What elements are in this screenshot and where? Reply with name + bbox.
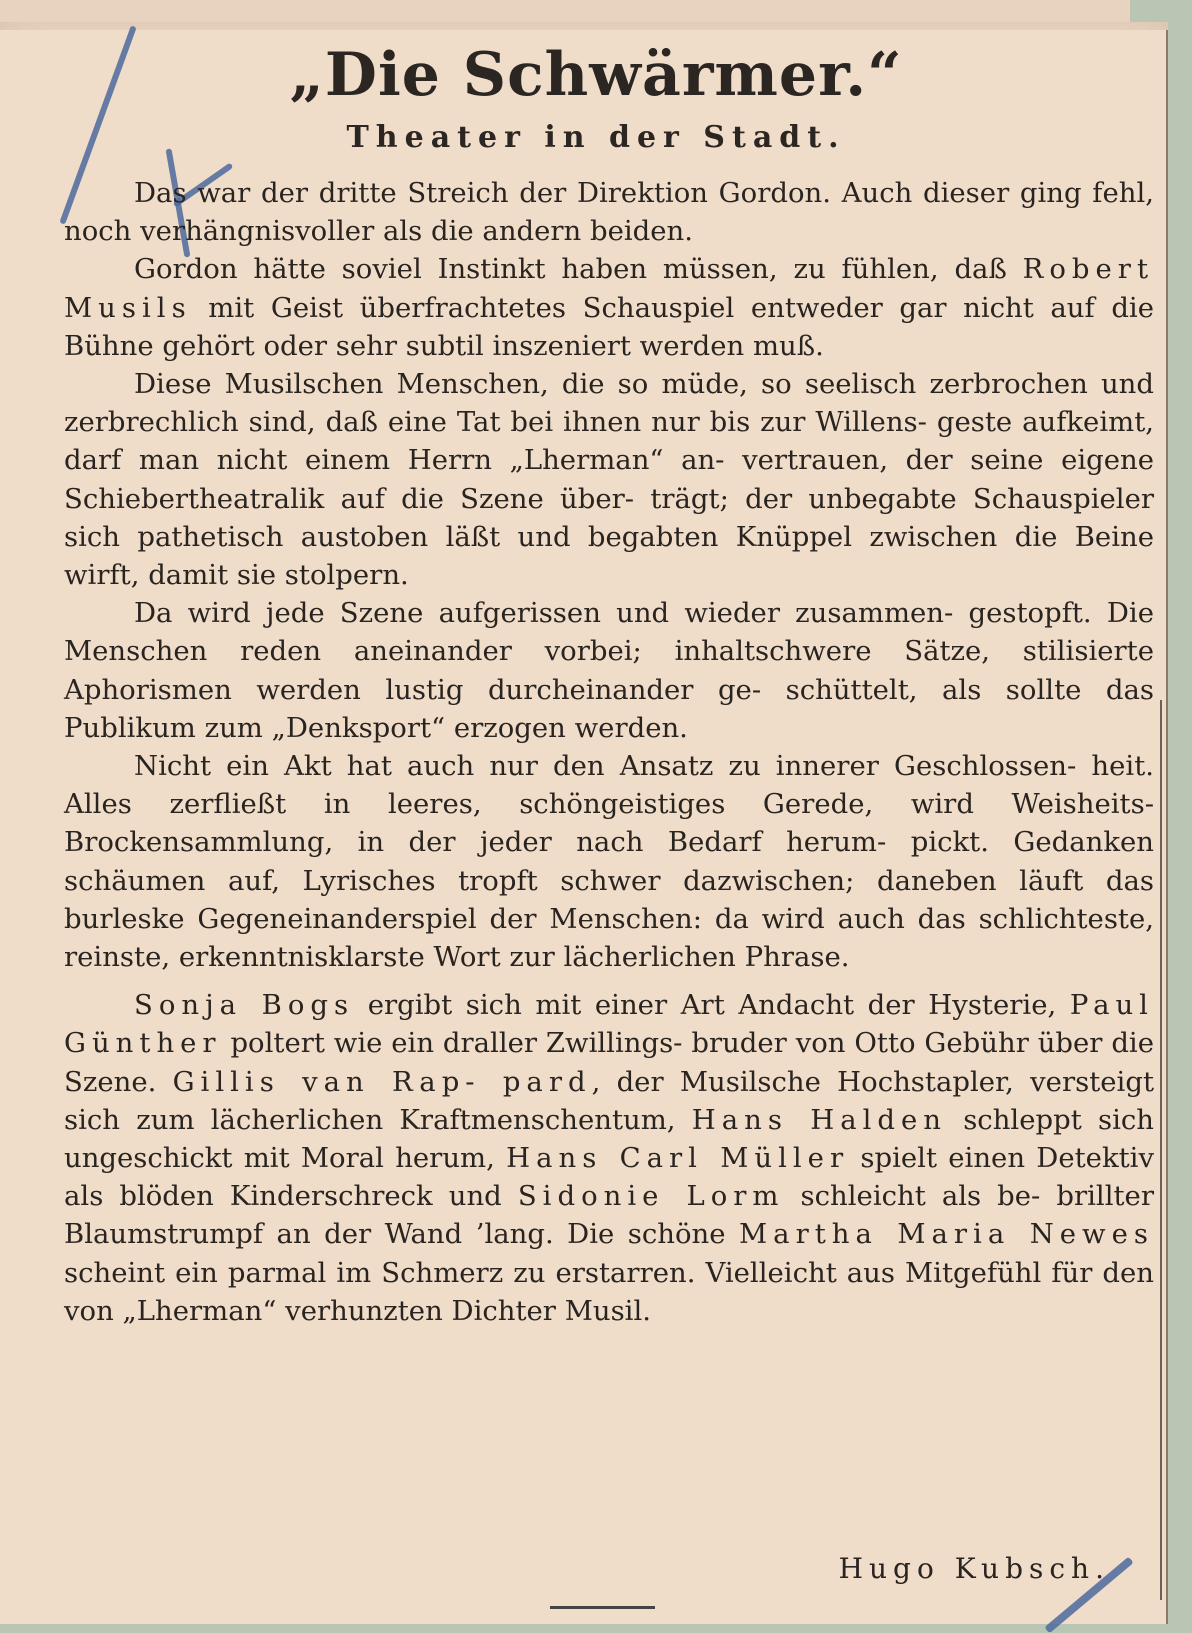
author-signature: Hugo Kubsch. [838,1552,1110,1585]
spaced-name: Robert Musils [64,253,1154,324]
paragraph-text: schleicht als be- brillter Blaumstrumpf an der Wand ’lang. Die schöne [64,1180,1154,1251]
spaced-name: Sidonie Lorm [517,1180,785,1213]
spaced-name: Paul Günther [64,989,1154,1060]
spaced-name: Sonja Bogs [134,989,355,1022]
article-paragraph [64,986,1154,1330]
article-paragraph [64,365,1154,594]
paragraph-text: schleppt sich ungeschickt mit Moral herum, [64,1103,1154,1175]
paragraph-text: , der Musilsche Hochstapler, versteigt sich zum lächerlichen Kraftmenschentum, [64,1065,1154,1136]
paragraph-text: Gordon hätte soviel Instinkt haben müssen, zu fühlen, daß [134,253,1023,286]
article-paragraph [64,250,1154,365]
paragraph-text: Da wird jede Szene aufgerissen und wieder zusammen- gestopft. Die Menschen reden aneinander vorbei; inhaltschwere Sätze, stilisierte Aphorismen werden lustig durcheinander ge- schüttelt, als sollte das Publikum zum „Denksport“ erzogen werden. [64,597,1154,744]
top-paper-strip [0,0,1130,23]
article-body [64,174,1154,1330]
paragraph-text: poltert wie ein draller Zwillings- bruder von Otto Gebühr über die Szene. [64,1027,1154,1098]
article-subhead: Theater in der Stadt. [346,120,846,155]
bottom-rule [550,1606,655,1609]
article-paragraph [64,594,1154,747]
article-headline: „Die Schwärmer.“ [289,40,903,110]
paragraph-text: scheint ein parmal im Schmerz zu erstarren. Vielleicht aus Mitgefühl für den von „Lherman“ verhunzten Dichter Musil. [64,1256,1154,1327]
column-rule [1160,700,1162,1600]
article-paragraph [64,174,1154,250]
paragraph-text: mit Geist überfrachtetes Schauspiel entweder gar nicht auf die Bühne gehört oder sehr subtil inszeniert werden muß. [64,291,1154,362]
article-paragraph [64,747,1154,976]
spaced-name: Hans Carl Müller [506,1142,850,1175]
paragraph-text: Das war der dritte Streich der Direktion Gordon. Auch dieser ging fehl, noch verhängnisvoller als die andern beiden. [64,177,1154,248]
paragraph-text: spielt einen Detektiv als blöden Kinderschreck und [64,1142,1154,1213]
spaced-name: Hans Halden [691,1103,947,1136]
spaced-name: Gillis van Rap- pard [172,1065,592,1098]
spaced-name: Martha Maria Newes [739,1218,1154,1251]
paragraph-text: Nicht ein Akt hat auch nur den Ansatz zu innerer Geschlossen- heit. Alles zerfließt in leeres, schöngeistiges Gerede, wird Weisheits-Brockensammlung, in der jeder nach Bedarf herum- pickt. Gedanken schäumen auf, Lyrisches tropft schwer dazwischen; daneben läuft das burleske Gegeneinanderspiel der Menschen: da wird auch das schlichteste, reinste, erkenntnisklarste Wort zur lächerlichen Phrase. [64,750,1154,974]
paragraph-text: Diese Musilschen Menschen, die so müde, so seelisch zerbrochen und zerbrechlich sind, daß eine Tat bei ihnen nur bis zur Willens- geste aufkeimt, darf man nicht einem Herrn „Lherman“ an- vertrauen, der seine eigene Schiebertheatralik auf die Szene über- trägt; der unbegabte Schauspieler sich pathetisch austoben läßt und begabten Knüppel zwischen die Beine wirft, damit sie stolpern. [64,368,1154,592]
paragraph-text: ergibt sich mit einer Art Andacht der Hysterie, [354,989,1070,1022]
